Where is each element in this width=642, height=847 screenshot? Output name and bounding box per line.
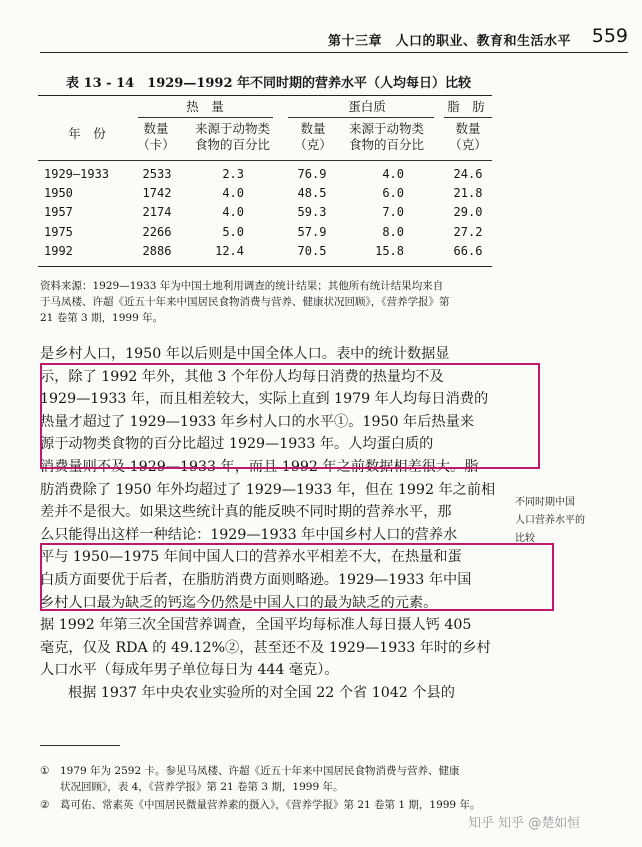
cell-year: 1957 <box>44 205 73 220</box>
body-line: 肪消费除了 1950 年外均超过了 1929—1933 年，但在 1992 年之前相 <box>40 481 496 498</box>
body-line: 差并不是很大。如果这些统计真的能反映不同时期的营养水平，那 <box>40 504 452 521</box>
cell-cal-pct: 2.3 <box>222 167 244 181</box>
table-top-rule <box>38 95 492 96</box>
header-rule <box>40 52 628 53</box>
cell-year: 1929—1933 <box>44 167 110 181</box>
group-header-calories: 热 量 <box>186 99 224 114</box>
margin-note <box>515 494 633 548</box>
footnote-marker: ① <box>40 765 50 777</box>
source-line: 21 卷第 3 期，1999 年。 <box>40 312 164 324</box>
cell-cal: 2886 <box>142 243 172 258</box>
cell-prot-pct: 15.8 <box>375 243 404 258</box>
highlight-box-2 <box>40 543 554 611</box>
cell-year: 1992 <box>44 243 73 258</box>
cell-prot: 70.5 <box>297 243 327 258</box>
col-header-cal-pct: 来源于动物类 食物的百分比 <box>194 121 270 152</box>
col-header-prot-pct: 来源于动物类 食物的百分比 <box>348 121 424 152</box>
cell-cal: 1742 <box>142 186 172 201</box>
cell-fat: 66.6 <box>453 243 483 258</box>
cell-cal: 2266 <box>142 224 172 239</box>
cell-cal: 2174 <box>142 205 172 220</box>
protein-group-rule <box>288 117 434 118</box>
body-line: 是乡村人口，1950 年以后则是中国全体人口。表中的统计数据显 <box>40 346 450 362</box>
body-line: 乡村人口最为缺乏的钙迄今仍然是中国人口的最为缺乏的元素。 <box>40 594 438 611</box>
cell-prot: 59.3 <box>297 205 327 220</box>
page-number: 559 <box>591 25 628 47</box>
group-header-protein: 蛋白质 <box>348 99 386 114</box>
cell-cal-pct: 12.4 <box>215 243 244 258</box>
cell-fat: 24.6 <box>453 167 483 181</box>
body-line: 白质方面要优于后者，在脂肪消费方面则略逊。1929—1933 年中国 <box>40 571 472 588</box>
source-line: 资料来源：1929—1933 年为中国土地利用调查的统计结果；其他所有统计结果均来自 <box>40 280 444 292</box>
cell-prot-pct: 8.0 <box>382 224 404 239</box>
body-line: 据 1992 年第三次全国营养调查，全国平均每标准人每日摄人钙 405 <box>40 617 472 634</box>
cell-prot: 48.5 <box>297 186 327 201</box>
cell-prot: 76.9 <box>297 167 327 181</box>
body-line: 人口水平（每成年男子单位每日为 444 毫克）。 <box>40 662 339 679</box>
cell-year: 1975 <box>44 224 73 239</box>
cell-prot-pct: 7.0 <box>382 205 404 220</box>
cell-cal: 2533 <box>142 167 172 181</box>
col-header-prot: 数量 （克） <box>294 121 332 152</box>
chapter-title: 第十三章 人口的职业、教育和生活水平 <box>328 34 572 49</box>
margin-note-line: 不同时期中国 <box>515 497 575 508</box>
highlight-box-1 <box>40 363 540 469</box>
cell-fat: 29.0 <box>453 205 483 220</box>
fat-group-rule <box>444 117 492 118</box>
cell-cal-pct: 4.0 <box>222 186 244 201</box>
body-line: 热量才超过了 1929—1933 年乡村人口的水平①。1950 年后热量来 <box>40 413 474 430</box>
margin-note-line: 人口营养水平的 <box>515 515 585 526</box>
year-header: 年 份 <box>68 126 106 141</box>
header-bottom-rule <box>38 160 492 161</box>
col-header-fat: 数量 （克） <box>449 121 487 152</box>
zhihu-watermark: 知乎 知乎 @楚如恒 <box>468 816 581 831</box>
cell-fat: 27.2 <box>453 224 483 239</box>
calories-group-rule <box>138 117 273 118</box>
margin-note-line: 比较 <box>515 533 535 544</box>
body-line: 根据 1937 年中央农业实验所的对全国 22 个省 1042 个县的 <box>68 684 455 701</box>
footnote-rule <box>40 745 120 746</box>
running-header <box>328 26 628 50</box>
footnote-2: ② 葛可佑、常素英《中国居民微量营养素的摄入》，《营养学报》第 21 卷第 1 期，1999 年。 <box>40 799 481 811</box>
cell-prot: 57.9 <box>297 224 327 239</box>
group-header-fat: 脂 肪 <box>447 99 485 114</box>
footnote-1: ① 1979 年为 2592 卡。参见马凤楼、许超《近五十年来中国居民食物消费与营养、健康 状况回顾》，表 4，《营养学报》第 21 卷第 3 期，1999 年。 <box>40 765 460 793</box>
cell-cal-pct: 5.0 <box>222 224 244 239</box>
body-line: 消费量则不及 1929—1933 年，而且 1992 年之前数据相差很大。脂 <box>40 458 479 475</box>
cell-cal-pct: 4.0 <box>222 205 244 220</box>
source-line: 于马凤楼、许超《近五十年来中国居民食物消费与营养、健康状况回顾》，《营养学报》第 <box>40 296 450 308</box>
table-source-note <box>40 278 492 326</box>
body-line: 1929—1933 年，而且相差较大，实际上直到 1979 年人均每日消费的 <box>40 391 489 408</box>
col-header-cal: 数量 （卡） <box>137 121 175 152</box>
cell-prot-pct: 4.0 <box>382 167 404 181</box>
body-line: 平与 1950—1975 年间中国人口的营养水平相差不大，在热量和蛋 <box>40 549 462 566</box>
body-line: 么只能得出这样一种结论：1929—1933 年中国乡村人口的营养水 <box>40 526 458 543</box>
body-line: 毫克，仅及 RDA 的 49.12%②，甚至还不及 1929—1933 年时的乡村 <box>40 639 491 656</box>
body-line: 源于动物类食物的百分比超过 1929—1933 年。人均蛋白质的 <box>40 436 434 453</box>
table-caption: 表 13 - 14 1929—1992 年不同时期的营养水平（人均每日）比较 <box>66 76 472 91</box>
cell-year: 1950 <box>44 186 73 201</box>
cell-prot-pct: 6.0 <box>382 186 404 201</box>
table-bottom-rule <box>38 266 492 267</box>
cell-fat: 21.8 <box>453 186 483 201</box>
footnote-marker: ② <box>40 799 50 811</box>
body-line: 示，除了 1992 年外，其他 3 个年份人均每日消费的热量均不及 <box>40 368 444 385</box>
